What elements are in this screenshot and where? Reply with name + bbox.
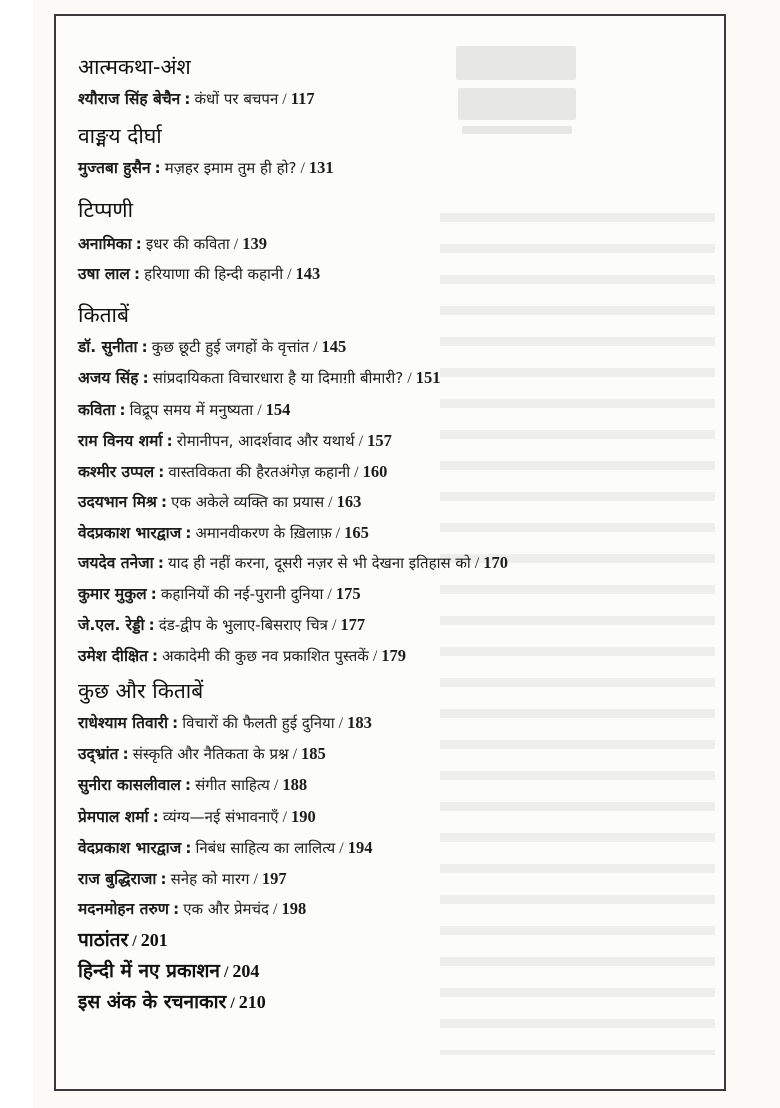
entry-separator: : <box>185 524 192 542</box>
page-slash: / <box>372 648 378 665</box>
toc-entry[interactable] <box>78 402 290 419</box>
toc-entry[interactable] <box>78 871 287 888</box>
toc-entry[interactable] <box>78 746 326 763</box>
entry-author: जयदेव तनेजा <box>78 554 154 572</box>
entry-separator: : <box>122 745 129 763</box>
entry-title: कहानियों की नई-पुरानी दुनिया <box>160 585 324 603</box>
entry-title: हिन्दी में नए प्रकाशन <box>78 960 220 982</box>
entry-page-number: 170 <box>483 553 508 572</box>
entry-title: अकादेमी की कुछ नव प्रकाशित पुस्तकें <box>162 647 369 665</box>
entry-title: संगीत साहित्य <box>195 776 270 794</box>
entry-title: वास्तविकता की हैरतअंगेज़ कहानी <box>168 463 351 481</box>
entry-page-number: 175 <box>335 584 361 603</box>
entry-separator: : <box>157 554 164 572</box>
toc-entry[interactable] <box>78 433 392 450</box>
entry-page-number: 194 <box>347 838 373 857</box>
section-heading: टिप्पणी <box>78 198 134 222</box>
page-slash: / <box>273 777 279 794</box>
entry-title: विद्रूप समय में मनुष्यता <box>129 401 254 419</box>
entry-author: डॉ. सुनीता <box>78 338 138 356</box>
entry-author: प्रेमपाल शर्मा <box>78 808 149 826</box>
entry-separator: : <box>152 647 159 665</box>
toc-entry-standalone[interactable] <box>78 931 168 950</box>
page-slash: / <box>407 370 412 387</box>
toc-entry-standalone[interactable] <box>78 993 266 1012</box>
entry-page-number: 177 <box>340 615 366 634</box>
toc-entry[interactable] <box>78 901 306 918</box>
entry-separator: : <box>134 265 141 283</box>
page-slash: / <box>300 160 305 177</box>
toc-entry[interactable] <box>78 525 369 542</box>
entry-author: मदनमोहन तरुण <box>78 900 169 918</box>
page-slash: / <box>339 840 344 857</box>
entry-separator: : <box>150 585 157 603</box>
entry-author: राधेश्याम तिवारी <box>78 714 168 732</box>
entry-page-number: 117 <box>290 89 315 108</box>
entry-page-number: 197 <box>261 869 287 888</box>
entry-author: कुमार मुकुल <box>78 585 147 603</box>
section-heading: आत्मकथा-अंश <box>78 55 191 79</box>
page-slash: / <box>354 464 359 481</box>
toc-entry[interactable] <box>78 840 372 857</box>
toc-entry[interactable] <box>78 160 334 177</box>
entry-author: उद्भ्रांत <box>78 745 119 763</box>
page-slash: / <box>292 746 298 763</box>
entry-author: राम विनय शर्मा <box>78 432 163 450</box>
page-slash: / <box>313 339 318 356</box>
page-slash: / <box>282 91 287 108</box>
toc-entry[interactable] <box>78 648 406 665</box>
reverse-page-logo-showthrough <box>452 40 582 150</box>
section-heading: कुछ और किताबें <box>78 679 204 703</box>
page-slash: / <box>287 266 292 283</box>
entry-page-number: 154 <box>265 400 291 419</box>
toc-entry[interactable] <box>78 464 387 481</box>
entry-title: संस्कृति और नैतिकता के प्रश्न <box>132 745 289 763</box>
toc-entry[interactable] <box>78 266 320 283</box>
page-slash: / <box>338 715 344 732</box>
entry-title: सांप्रदायिकता विचारधारा है या दिमाग़ी बीमारी? <box>152 369 404 387</box>
entry-title: सनेह को मारग <box>170 870 250 888</box>
toc-entry[interactable] <box>78 555 508 572</box>
entry-separator: : <box>166 432 173 450</box>
page-slash: / <box>358 433 364 450</box>
entry-title: पाठांतर <box>78 929 129 951</box>
entry-separator: : <box>172 714 179 732</box>
entry-separator: : <box>141 338 148 356</box>
entry-author: वेदप्रकाश भारद्वाज <box>78 839 182 857</box>
entry-page-number: 210 <box>238 992 266 1012</box>
entry-author: उदयभान मिश्र <box>78 493 157 511</box>
entry-separator: : <box>142 369 149 387</box>
entry-author: श्यौराज सिंह बेचैन <box>78 90 181 108</box>
entry-page-number: 198 <box>281 899 307 918</box>
page-slash: / <box>233 236 239 253</box>
entry-title: याद ही नहीं करना, दूसरी नज़र से भी देखना इतिहास को <box>167 554 471 572</box>
entry-title: विचारों की फैलती हुई दुनिया <box>182 714 335 732</box>
section-heading: किताबें <box>78 303 129 327</box>
entry-page-number: 179 <box>381 646 407 665</box>
entry-author: अनामिका <box>78 235 132 253</box>
entry-separator: : <box>148 616 155 634</box>
entry-title: मज़हर इमाम तुम ही हो? <box>164 159 297 177</box>
entry-author: मुज्तबा हुसैन <box>78 159 151 177</box>
entry-separator: : <box>160 870 167 888</box>
entry-page-number: 190 <box>290 807 316 826</box>
toc-entry[interactable] <box>78 494 361 511</box>
entry-page-number: 188 <box>282 775 308 794</box>
entry-separator: : <box>161 493 168 511</box>
toc-entry-standalone[interactable] <box>78 962 259 981</box>
entry-page-number: 163 <box>336 492 362 511</box>
toc-entry[interactable] <box>78 777 307 794</box>
section-heading: वाङ्मय दीर्घा <box>78 124 162 148</box>
page-slash: / <box>331 617 337 634</box>
entry-title: इस अंक के रचनाकार <box>78 991 227 1013</box>
page-slash: / <box>257 402 262 419</box>
entry-title: कुछ छूटी हुई जगहों के वृत्तांत <box>151 338 310 356</box>
toc-entry[interactable] <box>78 715 372 732</box>
entry-separator: : <box>152 808 159 826</box>
entry-page-number: 160 <box>362 462 388 481</box>
entry-page-number: 183 <box>347 713 372 732</box>
page-slash: / <box>273 901 278 918</box>
entry-page-number: 145 <box>321 337 347 356</box>
entry-separator: : <box>154 159 161 177</box>
entry-author: वेदप्रकाश भारद्वाज <box>78 524 182 542</box>
entry-page-number: 151 <box>415 368 441 387</box>
toc-entry[interactable] <box>78 236 267 253</box>
page-slash: / <box>230 995 235 1012</box>
entry-separator: : <box>185 776 192 794</box>
entry-separator: : <box>184 90 191 108</box>
page-slash: / <box>474 555 480 572</box>
entry-author: अजय सिंह <box>78 369 139 387</box>
toc-entry[interactable] <box>78 617 365 634</box>
page-slash: / <box>223 964 229 981</box>
entry-author: उषा लाल <box>78 265 130 283</box>
entry-title: रोमानीपन, आदर्शवाद और यथार्थ <box>176 432 355 450</box>
page-slash: / <box>282 809 287 826</box>
entry-separator: : <box>158 463 165 481</box>
reverse-page-text-showthrough <box>440 195 715 1055</box>
page-slash: / <box>253 871 258 888</box>
entry-page-number: 165 <box>344 523 369 542</box>
entry-separator: : <box>173 900 180 918</box>
entry-title: एक और प्रेमचंद <box>183 900 270 918</box>
page-slash: / <box>335 525 341 542</box>
entry-author: कश्मीर उप्पल <box>78 463 155 481</box>
toc-entry[interactable] <box>78 91 315 108</box>
entry-author: जे.एल. रेड्डी <box>78 616 145 634</box>
entry-title: एक अकेले व्यक्ति का प्रयास <box>171 493 325 511</box>
entry-title: दंड-द्वीप के भुलाए-बिसराए चित्र <box>158 616 328 634</box>
entry-separator: : <box>185 839 192 857</box>
entry-author: राज बुद्धिराजा <box>78 870 157 888</box>
entry-title: इधर की कविता <box>145 235 230 253</box>
entry-page-number: 201 <box>140 930 168 950</box>
entry-page-number: 131 <box>308 158 334 177</box>
entry-page-number: 139 <box>242 234 267 253</box>
page-slash: / <box>328 494 333 511</box>
entry-title: कंधों पर बचपन <box>194 90 279 108</box>
toc-entry[interactable] <box>78 370 440 387</box>
page-slash: / <box>132 933 137 950</box>
entry-author: कविता <box>78 401 116 419</box>
entry-separator: : <box>119 401 126 419</box>
page-slash: / <box>327 586 332 603</box>
toc-entry[interactable] <box>78 586 361 603</box>
entry-page-number: 157 <box>367 431 392 450</box>
entry-author: उमेश दीक्षित <box>78 647 148 665</box>
entry-page-number: 204 <box>232 961 260 981</box>
entry-separator: : <box>135 235 142 253</box>
entry-title: व्यंग्य—नई संभावनाएँ <box>162 808 279 826</box>
entry-title: हरियाणा की हिन्दी कहानी <box>144 265 284 283</box>
toc-entry[interactable] <box>78 809 316 826</box>
entry-author: सुनीरा कासलीवाल <box>78 776 181 794</box>
entry-title: अमानवीकरण के ख़िलाफ़ <box>195 524 332 542</box>
entry-title: निबंध साहित्य का लालित्य <box>195 839 336 857</box>
toc-entry[interactable] <box>78 339 346 356</box>
entry-page-number: 185 <box>301 744 326 763</box>
entry-page-number: 143 <box>295 264 321 283</box>
